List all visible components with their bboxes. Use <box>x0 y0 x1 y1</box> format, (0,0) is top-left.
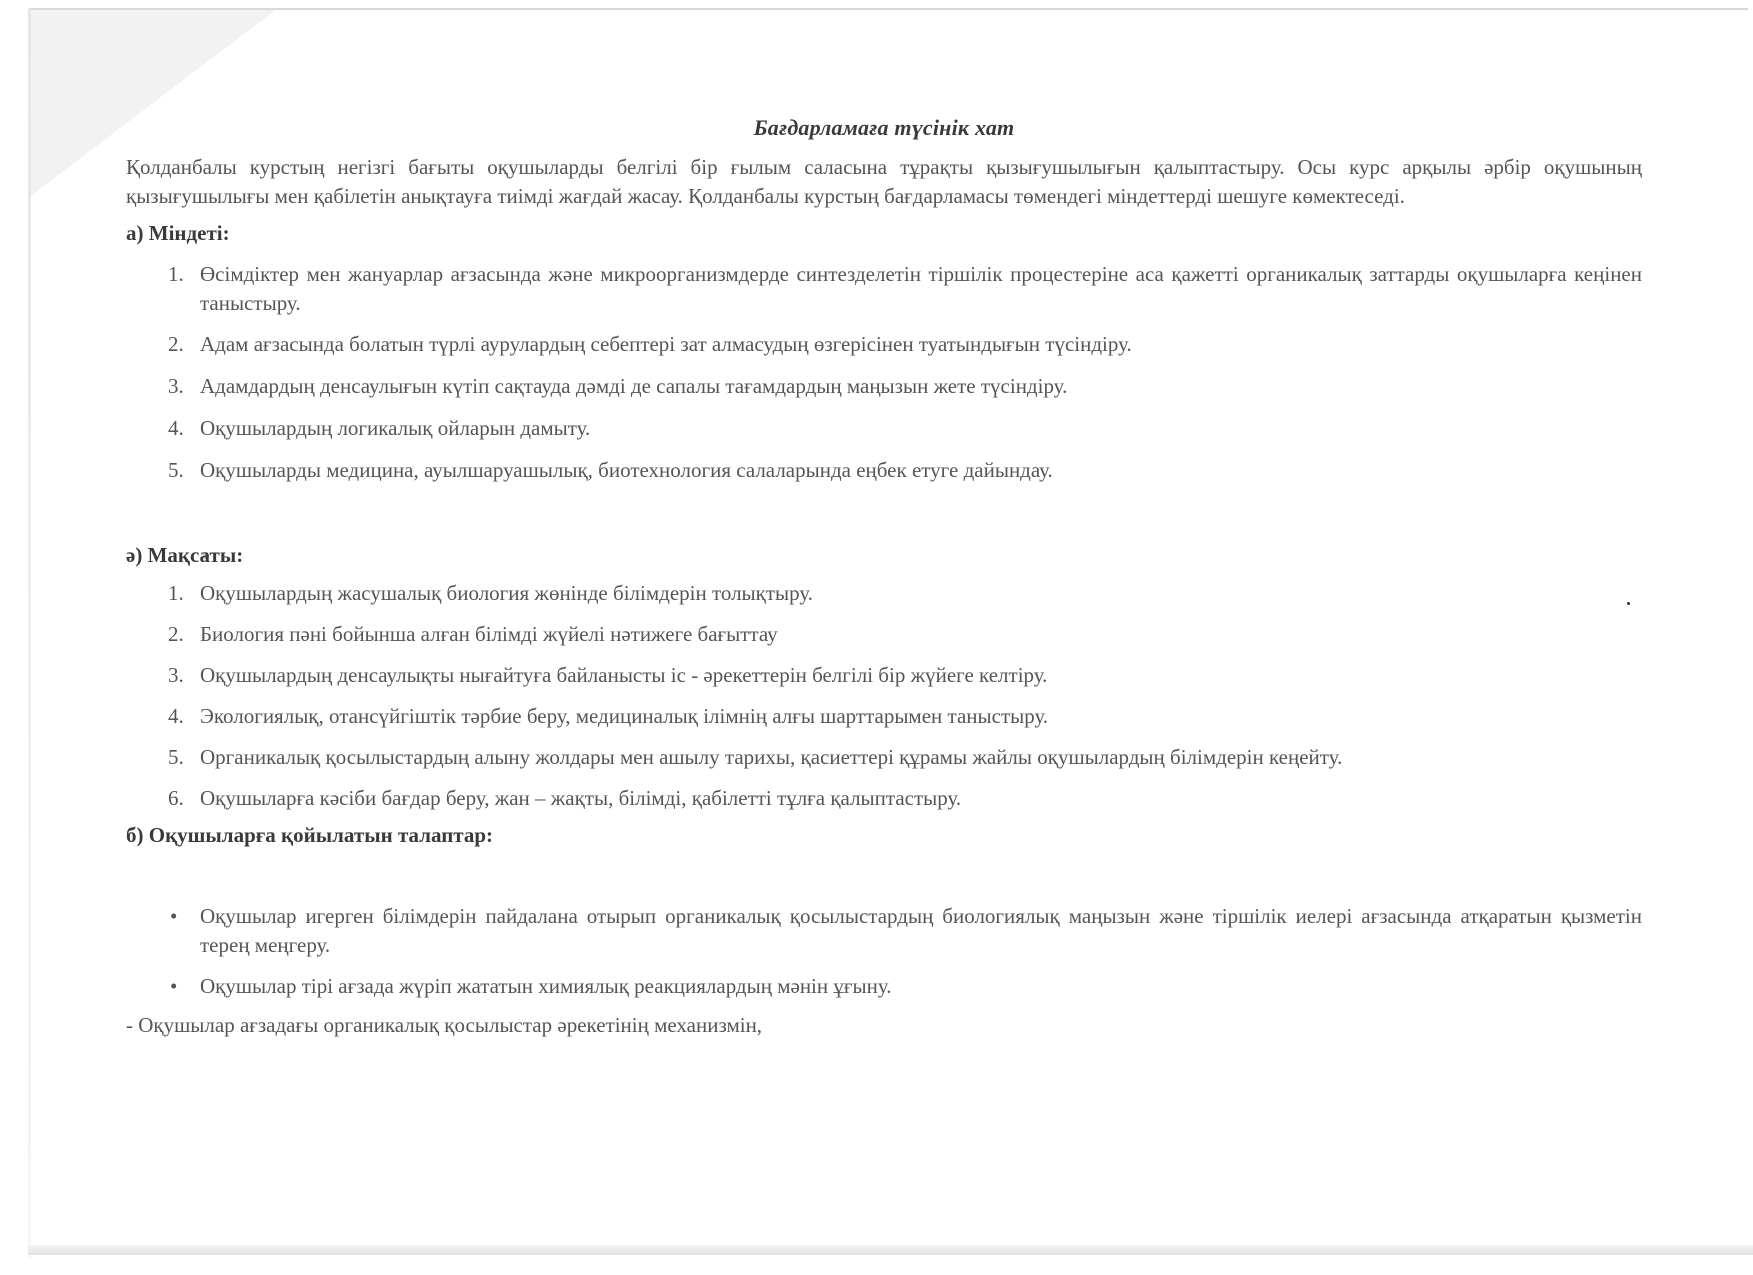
list-item <box>126 372 1642 401</box>
item-number: 5. <box>168 745 184 769</box>
requirements-list <box>126 902 1642 1001</box>
item-text: Оқушыларға кәсіби бағдар беру, жан – жақты, білімді, қабілетті тұлға қалыптастыру. <box>200 786 962 810</box>
intro-paragraph: Қолданбалы курстың негізгі бағыты оқушыларды белгілі бір ғылым саласына тұрақты қызығушылығын қалыптастыру. Осы курс арқылы әрбір оқушының қызығушылығы мен қабілетін анықтауға тиімді жағдай жасау. Қолданбалы курстың бағдарламасы төмендегі міндеттерді шешуге көмектеседі. <box>126 155 1642 208</box>
document-page <box>126 115 1642 1040</box>
item-number: 1. <box>168 262 184 286</box>
item-text: Адам ағзасында болатын түрлі аурулардың себептері зат алмасудың өзгерісінен туатындығын түсіндіру. <box>200 332 1132 356</box>
list-item <box>126 414 1642 443</box>
item-number: 4. <box>168 704 184 728</box>
bullet-icon: • <box>170 974 178 998</box>
tasks-list <box>126 260 1642 485</box>
item-text: Экологиялық, отансүйгіштік тәрбие беру, медициналық ілімнің алғы шарттарымен таныстыру. <box>200 704 1049 728</box>
item-text: Органикалық қосылыстардың алыну жолдары мен ашылу тарихы, қасиеттері құрамы жайлы оқушылардың білімдерін кеңейту. <box>200 745 1343 769</box>
item-number: 6. <box>168 786 184 810</box>
scan-edge-left <box>28 8 31 1258</box>
list-item <box>126 456 1642 485</box>
list-item <box>126 579 1642 608</box>
list-item <box>126 902 1642 960</box>
item-number: 2. <box>168 622 184 646</box>
requirements-heading: б) Оқушыларға қойылатын талаптар: <box>126 823 494 847</box>
item-text: Оқушылар тірі ағзада жүріп жататын химиялық реакциялардың мәнін ұғыну. <box>200 974 892 998</box>
item-text: Оқушылар игерген білімдерін пайдалана отырып органикалық қосылыстардың биологиялық маңызын және тіршілік иелері ағзасында атқаратын қызметін терең меңгеру. <box>200 904 1642 957</box>
scan-edge-top <box>28 8 1748 10</box>
item-text: Оқушылардың логикалық ойларын дамыту. <box>200 416 591 440</box>
scan-edge-bottom <box>28 1245 1753 1255</box>
item-number: 5. <box>168 458 184 482</box>
item-number: 1. <box>168 581 184 605</box>
list-item <box>126 620 1642 649</box>
list-item <box>126 743 1642 772</box>
item-text: Адамдардың денсаулығын күтіп сақтауда дәмді де сапалы тағамдардың маңызын жете түсіндіру. <box>200 374 1068 398</box>
goals-list <box>126 579 1642 813</box>
list-item <box>126 661 1642 690</box>
list-item <box>126 330 1642 359</box>
list-item <box>126 972 1642 1001</box>
item-text: Биология пәні бойынша алған білімді жүйелі нәтижеге бағыттау <box>200 622 778 646</box>
list-item <box>126 784 1642 813</box>
item-number: 4. <box>168 416 184 440</box>
list-item <box>126 702 1642 731</box>
closing-line: - Оқушылар ағзадағы органикалық қосылыстар әрекетінің механизмін, <box>126 1013 763 1037</box>
item-number: 3. <box>168 663 184 687</box>
item-text: Оқушылардың жасушалық биология жөнінде білімдерін толықтыру. <box>200 581 814 605</box>
bullet-icon: • <box>170 904 178 928</box>
goals-heading: ә) Мақсаты: <box>126 543 244 567</box>
item-number: 3. <box>168 374 184 398</box>
item-text: Өсімдіктер мен жануарлар ағзасында және микроорганизмдерде синтезделетін тіршілік процестеріне аса қажетті органикалық заттарды оқушыларға кеңінен таныстыру. <box>200 262 1642 315</box>
tasks-heading: а) Міндеті: <box>126 221 230 245</box>
item-text: Оқушылардың денсаулықты нығайтуға байланысты іс - әрекеттерін белгілі бір жүйеге келтіру. <box>200 663 1048 687</box>
item-number: 2. <box>168 332 184 356</box>
document-title: Бағдарламаға түсінік хат <box>753 115 1015 140</box>
item-text: Оқушыларды медицина, ауылшаруашылық, биотехнология салаларында еңбек етуге дайындау. <box>200 458 1053 482</box>
list-item <box>126 260 1642 318</box>
